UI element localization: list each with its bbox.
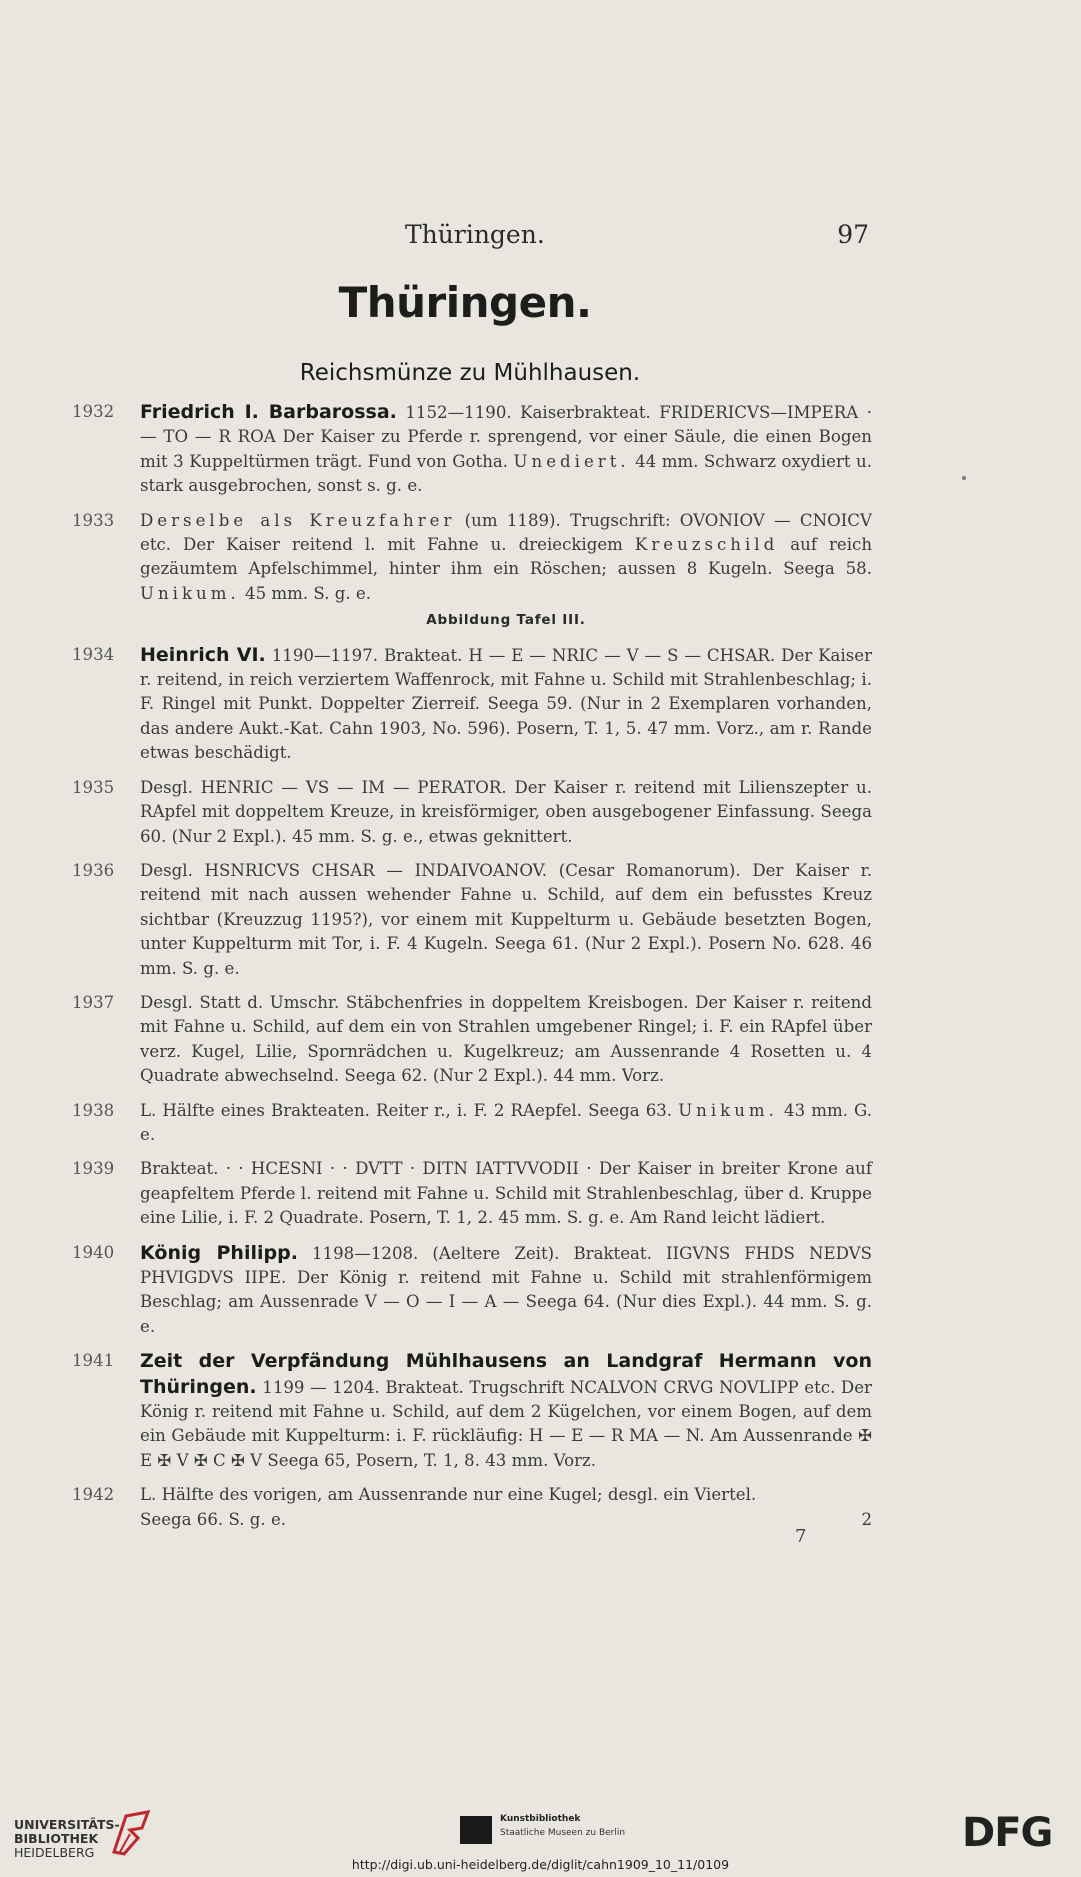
catalog-entry	[72, 776, 872, 849]
entry-ruler: Heinrich VI.	[140, 643, 266, 666]
catalog-entry	[72, 1241, 872, 1340]
entry-number: 1938	[72, 1100, 115, 1120]
entry-number: 1941	[72, 1351, 115, 1371]
entry-last-line	[140, 1508, 872, 1532]
catalog-entry	[72, 509, 872, 633]
catalog-entry	[72, 1483, 872, 1532]
signature-mark: 7	[795, 1526, 807, 1547]
catalog-entry	[72, 1099, 872, 1148]
entry-number: 1942	[72, 1485, 115, 1505]
dfg-logo: DFG	[962, 1810, 1053, 1856]
catalog-entry	[72, 643, 872, 766]
logo-text: UNIVERSITÄTS-	[14, 1817, 120, 1832]
entry-number: 1935	[72, 777, 115, 797]
heidelberg-logo	[14, 1818, 120, 1860]
page-number: 97	[837, 220, 869, 249]
catalog-entry	[72, 400, 872, 499]
entry-text: Desgl. HSNRICVS CHSAR — INDAIVOANOV. (Cesar Romanorum). Der Kaiser r. reitend mit nach aussen wehender Fahne u. Schild, auf dem ein befusstes Kreuz sichtbar (Kreuzzug 1195?), vor einem mit Kuppelturm u. Gebäude besetzten Bogen, unter Kuppelturm mit Tor, i. F. 4 Kugeln. Seega 61. (Nur 2 Expl.). Posern No. 628. 46 mm. S. g. e.	[140, 860, 872, 978]
entry-text: 44 mm. Schwarz oxydiert u. stark ausgebrochen, sonst s. g. e.	[140, 451, 872, 496]
entry-text: auf reich gezäumtem Apfelschimmel, hinter ihm ein Röschen; aussen 8 Kugeln. Seega 58.	[140, 535, 873, 579]
entry-text: 45 mm. S. g. e.	[239, 583, 372, 603]
entry-ruler: Zeit der Verpfändung Mühlhausens an Landgraf Hermann von Thüringen.	[140, 1350, 872, 1398]
entry-text: Seega 66. S. g. e.	[140, 1509, 287, 1529]
entry-count: 2	[861, 1509, 872, 1529]
running-head	[405, 220, 875, 254]
entry-text: 43 mm. G. e.	[140, 1100, 872, 1144]
entry-spaced-text: Unikum.	[140, 583, 240, 603]
entry-spaced-text: Unikum.	[678, 1100, 778, 1120]
entry-text: 1199 — 1204. Brakteat. Trugschrift NCALVON CRVG NOVLIPP etc. Der König r. reitend mit Fahne u. Schild, auf dem 2 Kügelchen, vor einem Bogen, auf dem ein Gebäude mit Kuppelturm: i. F. rückläufig: H — E — R MA — N. Am Aussenrande ✠ E ✠ V ✠ C ✠ V Seega 65, Posern, T. 1, 8. 43 mm. Vorz.	[140, 1377, 872, 1470]
entry-number: 1939	[72, 1159, 115, 1179]
entry-text: Brakteat. · · HCESNI · · DVTT · DITN IATTVVODII · Der Kaiser in breiter Krone auf geapfeltem Pferde l. reitend mit Fahne u. Schild mit Strahlenbeschlag, über d. Kruppe eine Lilie, i. F. 2 Quadrate. Posern, T. 1, 2. 45 mm. S. g. e. Am Rand leicht lädiert.	[140, 1159, 872, 1228]
entry-text: 1190—1197. Brakteat. H — E — NRIC — V — S — CHSAR. Der Kaiser r. reitend, in reich verziertem Waffenrock, mit Fahne u. Schild mit Strahlenbeschlag; i. F. Ringel mit Punkt. Doppelter Zierreif. Seega 59. (Nur in 2 Exemplaren vorhanden, das andere Aukt.-Kat. Cahn 1903, No. 596). Posern, T. 1, 5. 47 mm. Vorz., am r. Rande etwas beschädigt.	[140, 645, 872, 763]
entry-number: 1932	[72, 402, 115, 421]
entry-number: 1934	[72, 644, 115, 664]
section-subtitle: Reichsmünze zu Mühlhausen.	[299, 360, 641, 386]
logo-text: Kunstbibliothek	[500, 1814, 581, 1824]
catalog-entry	[72, 1349, 872, 1473]
entry-number: 1940	[72, 1242, 115, 1262]
plate-reference: Abbildung Tafel III.	[426, 612, 586, 629]
entry-number: 1937	[72, 992, 115, 1012]
entry-number: 1933	[72, 510, 115, 530]
source-url[interactable]: http://digi.ub.uni-heidelberg.de/diglit/cahn1909_10_11/0109	[351, 1857, 730, 1872]
entry-spaced-text: Unediert.	[513, 451, 630, 471]
entry-spaced-text: Kreuzschild	[634, 535, 779, 555]
paper-speck	[962, 476, 966, 480]
heidelberg-mark-icon	[108, 1808, 152, 1858]
logo-text: HEIDELBERG	[14, 1845, 95, 1860]
entry-text: L. Hälfte eines Brakteaten. Reiter r., i. F. 2 RAepfel. Seega 63.	[140, 1100, 679, 1120]
page-title: Thüringen.	[338, 278, 592, 327]
catalog-entry	[72, 859, 872, 981]
catalog-entry	[72, 991, 872, 1089]
logo-text: BIBLIOTHEK	[14, 1831, 99, 1846]
entry-ruler: Friedrich I. Barbarossa.	[140, 401, 397, 423]
entry-text: Desgl. Statt d. Umschr. Stäbchenfries in doppeltem Kreisbogen. Der Kaiser r. reitend mit Fahne u. Schild, auf dem ein von Strahlen umgebener Ringel; i. F. ein RApfel über verz. Kugel, Lilie, Spornrädchen u. Kugelkreuz; am Aussenrande 4 Rosetten u. 4 Quadrate abwechselnd. Seega 62. (Nur 2 Expl.). 44 mm. Vorz.	[140, 992, 872, 1086]
entry-text: 1152—1190. Kaiserbrakteat. FRIDERICVS—IMPERA · — TO — R ROA Der Kaiser zu Pferde r. sprengend, vor einer Säule, die einen Bogen mit 3 Kuppeltürmen trägt. Fund von Gotha.	[140, 403, 872, 471]
entry-ruler: König Philipp.	[140, 1241, 298, 1264]
entry-text: (um 1189). Trugschrift: OVONIOV — CNOICV etc. Der Kaiser reitend l. mit Fahne u. dreieckigem	[140, 510, 872, 555]
catalog-entries	[72, 400, 872, 1542]
entry-text: Desgl. HENRIC — VS — IM — PERATOR. Der Kaiser r. reitend mit Lilienszepter u. RApfel mit doppeltem Kreuze, in kreisförmiger, oben ausgebogener Einfassung. Seega 60. (Nur 2 Expl.). 45 mm. S. g. e., etwas geknittert.	[140, 777, 872, 846]
catalog-entry	[72, 1157, 872, 1230]
footer-bar	[0, 1802, 1081, 1877]
entry-text: L. Hälfte des vorigen, am Aussenrande nur eine Kugel; desgl. ein Viertel.	[140, 1485, 757, 1505]
entry-text: 1198—1208. (Aeltere Zeit). Brakteat. IIGVNS FHDS NEDVS PHVIGDVS IIPE. Der König r. reitend mit Fahne u. Schild mit strahlenförmigem Beschlag; am Aussenrade V — O — I — A — Seega 64. (Nur dies Expl.). 44 mm. S. g. e.	[140, 1243, 873, 1336]
logo-text: Staatliche Museen zu Berlin	[500, 1828, 626, 1838]
entry-number: 1936	[72, 860, 115, 880]
kb-mark-icon	[460, 1816, 492, 1844]
running-title: Thüringen.	[405, 220, 545, 249]
entry-spaced-text: Derselbe als Kreuzfahrer	[140, 510, 456, 530]
